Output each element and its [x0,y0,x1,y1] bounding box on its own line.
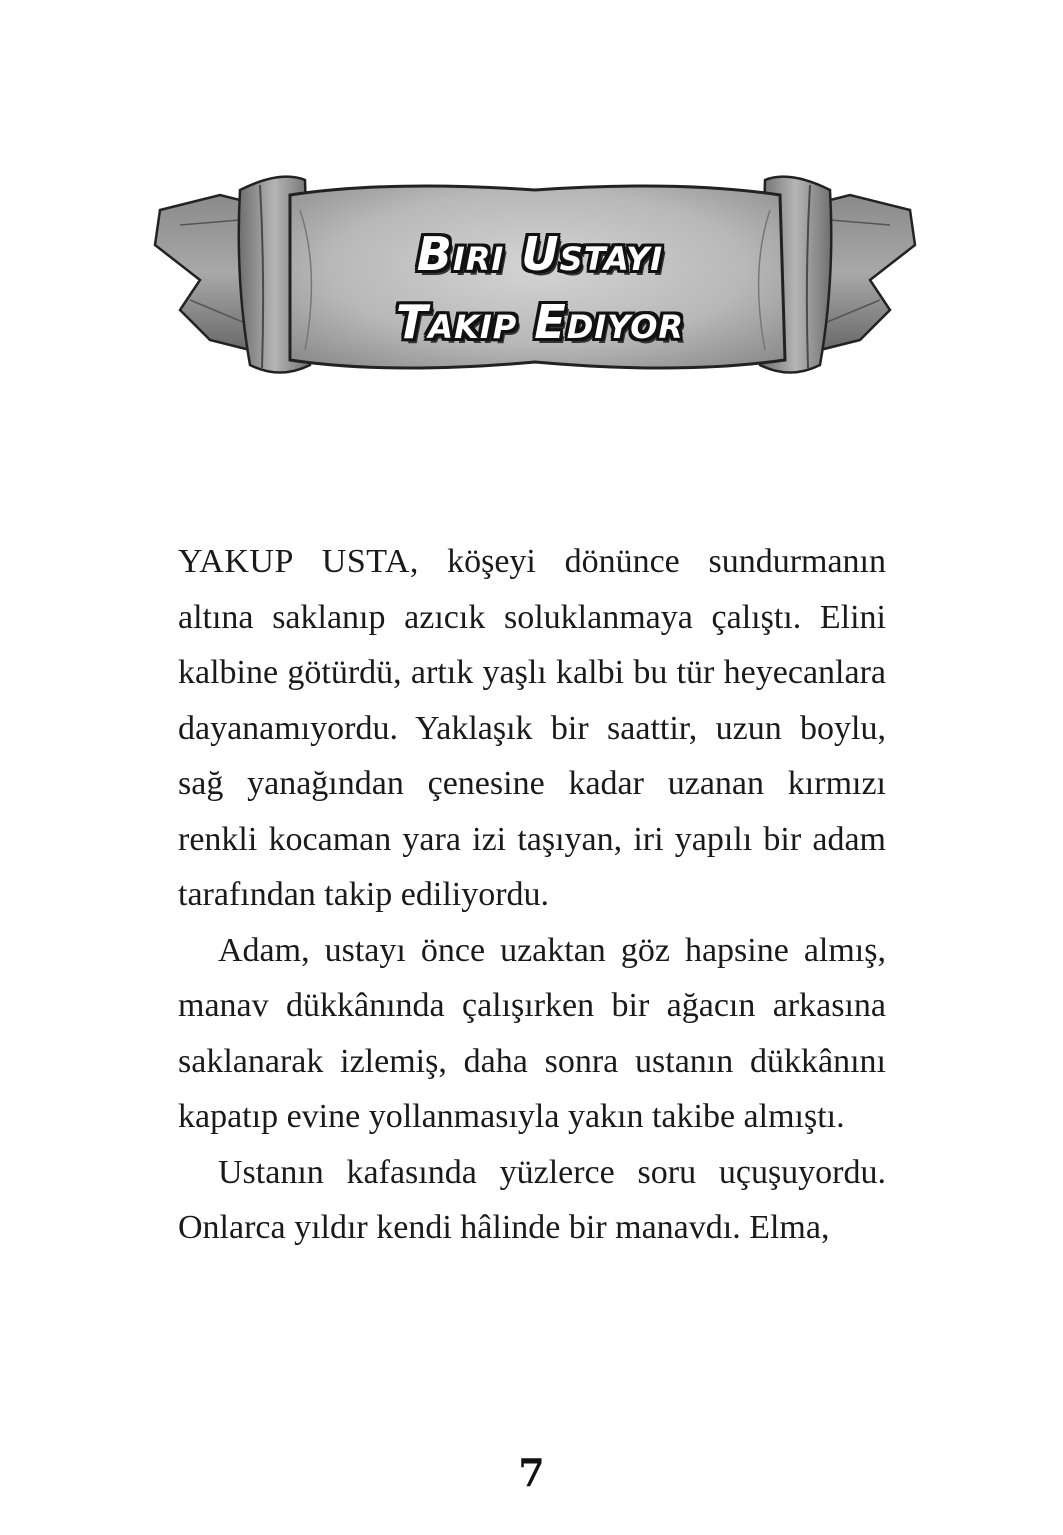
chapter-banner [140,150,930,400]
page-number: 7 [518,1450,545,1495]
body-text [178,534,886,1256]
paragraph-lead: YAKUP USTA [178,543,410,580]
chapter-title [370,220,710,356]
paragraph-1-text: , köşeyi dönünce sundurmanın altına saklanıp azıcık soluklanmaya çalıştı. Elini kalbine götürdü, artık yaşlı kalbi bu tür heyecanlara dayanamıyordu. Yaklaşık bir saattir, uzun boylu, sağ yanağından çenesine kadar uzanan kırmızı renkli kocaman yara izi taşıyan, iri yapılı bir adam tarafından takip ediliyordu. [178,543,886,913]
chapter-title-line2: Takip Ediyor [395,295,685,349]
chapter-title-line1: Biri Ustayı [416,227,664,281]
paragraph-1 [178,534,886,923]
paragraph-2: Adam, ustayı önce uzaktan göz hapsine almış, manav dükkânında çalışırken bir ağacın arkasına saklanarak izlemiş, daha sonra ustanın dükkânını kapatıp evine yollanmasıyla yakın takibe almıştı. [178,931,886,1135]
paragraph-3: Ustanın kafasında yüzlerce soru uçuşuyordu. Onlarca yıldır kendi hâlinde bir manavdı. Elma, [178,1153,886,1246]
